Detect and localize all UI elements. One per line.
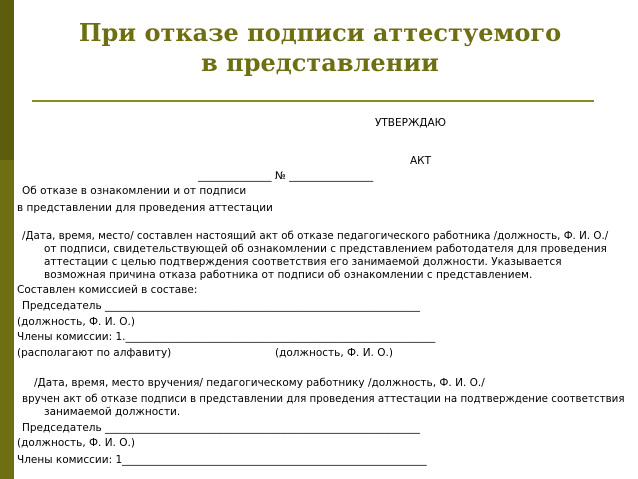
refusal-line-1: Об отказе в ознакомлении и от подписи bbox=[22, 185, 247, 197]
position-fio-1: (должность, Ф. И. О.) bbox=[17, 316, 135, 328]
paragraph-1-rest: от подписи, свидетельствующей об ознакомлении с представлением работодателя для проведения аттестации с целью подтверждения соответствия его занимаемой должности. Указывается возможная причина отказа работника от подписи об ознакомлении с представлением. bbox=[44, 243, 607, 281]
position-fio-2: (должность, Ф. И. О.) bbox=[17, 437, 135, 449]
paragraph-2: /Дата, время, место вручения/ педагогическому работнику /должность, Ф. И. О./ bbox=[34, 377, 485, 389]
members-line-1: Члены комиссии: 1.___________________________________________________________ bbox=[17, 331, 436, 343]
alphabet-note: (располагают по алфавиту) bbox=[17, 347, 172, 359]
refusal-line-2: в представлении для проведения аттестации bbox=[17, 202, 273, 214]
slide-title bbox=[40, 18, 600, 78]
act-number-line: ______________ № ________________ bbox=[198, 170, 374, 182]
paragraph-3-line-1: вручен акт об отказе подписи в представлении для проведения аттестации на подтверждение соответствия bbox=[22, 393, 625, 405]
chair-line-1: Председатель ____________________________________________________________ bbox=[22, 300, 421, 312]
title-underline bbox=[32, 100, 594, 102]
title-line-2: в представлении bbox=[201, 48, 439, 77]
members-line-2: Члены комиссии: 1__________________________________________________________ bbox=[17, 454, 427, 466]
paragraph-3-line-2: занимаемой должности. bbox=[44, 406, 181, 418]
approve-label: УТВЕРЖДАЮ bbox=[375, 117, 447, 129]
slide-sidebar-accent bbox=[0, 0, 14, 160]
paragraph-1-first-line: /Дата, время, место/ составлен настоящий акт об отказе педагогического работника /должность, Ф. И. О./ bbox=[22, 230, 609, 242]
title-line-1: При отказе подписи аттестуемого bbox=[78, 18, 562, 47]
commission-label: Составлен комиссией в составе: bbox=[17, 284, 198, 296]
chair-line-2: Председатель ____________________________________________________________ bbox=[22, 422, 421, 434]
position-fio-note: (должность, Ф. И. О.) bbox=[275, 347, 393, 359]
act-heading: АКТ bbox=[410, 155, 432, 167]
